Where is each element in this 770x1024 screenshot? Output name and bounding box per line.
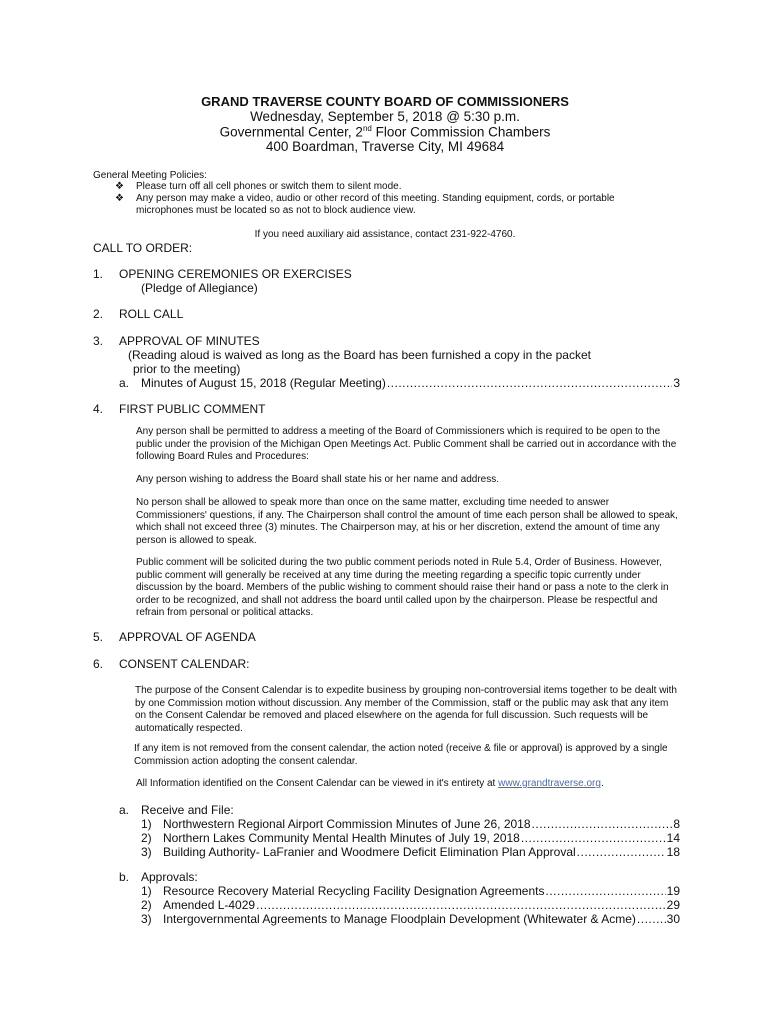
sub-letter: b. xyxy=(119,870,130,884)
call-to-order: CALL TO ORDER: xyxy=(93,241,193,255)
item-number: 1. xyxy=(93,267,104,281)
toc-entry-text: Amended L-4029 xyxy=(163,898,256,912)
sub-letter: a. xyxy=(119,376,130,390)
consent-para-3 xyxy=(136,778,680,791)
public-comment-para-1: Any person shall be permitted to address a meeting of the Board of Commissioners which is required to be open to the public under the provision of the Michigan Open Meetings Act. Public Comment shall be carried out in accordance with the following Board Rules and Procedures: xyxy=(136,426,677,463)
toc-entry-building-authority xyxy=(163,845,680,859)
toc-page-number: 14 xyxy=(666,831,680,845)
toc-entry-text: Northern Lakes Community Mental Health Minutes of July 19, 2018 xyxy=(163,831,520,845)
leader-dots xyxy=(256,898,666,912)
leader-dots xyxy=(532,817,673,831)
toc-page-number: 29 xyxy=(666,898,680,912)
aid-notice: If you need auxiliary aid assistance, contact 231-922-4760. xyxy=(254,229,516,240)
policy-bullet-2: Any person may make a video, audio or other record of this meeting. Standing equipment, cords, or portable xyxy=(136,193,615,204)
consent-para-2: If any item is not removed from the consent calendar, the action noted (receive & file or approval) is approved by a single Commission action adopting the consent calendar. xyxy=(134,743,668,767)
minutes-note-2: prior to the meeting) xyxy=(133,362,241,376)
grandtraverse-link[interactable]: www.grandtraverse.org xyxy=(498,778,601,789)
list-number: 1) xyxy=(141,884,152,898)
toc-entry-airport-minutes xyxy=(163,817,680,831)
toc-entry-text: Resource Recovery Material Recycling Facility Designation Agreements xyxy=(163,884,545,898)
toc-page-number: 19 xyxy=(666,884,680,898)
item-pledge: (Pledge of Allegiance) xyxy=(141,281,258,295)
list-number: 2) xyxy=(141,898,152,912)
leader-dots xyxy=(387,376,673,390)
item-number: 6. xyxy=(93,657,104,671)
location-sup: nd xyxy=(362,124,372,133)
public-comment-para-4: Public comment will be solicited during the two public comment periods noted in Rule 5.4, Order of Business. However, public comment will generally be received at any time during the meeting regarding a specific topic currently under discussion by the board. Members of the public wishing to comment should raise their hand or pass a note to the clerk in order to be recognized, and shall not address the board until called upon by the chairperson. Please be respectful and refrain from personal or political attacks. xyxy=(136,557,669,619)
location-post: Floor Commission Chambers xyxy=(371,124,551,140)
list-number: 1) xyxy=(141,817,152,831)
leader-dots xyxy=(577,845,666,859)
toc-entry-mental-health-minutes xyxy=(163,831,680,845)
meeting-address: 400 Boardman, Traverse City, MI 49684 xyxy=(265,139,505,154)
consent-para-3-text: All Information identified on the Consent Calendar can be viewed in it's entirety at xyxy=(136,778,499,789)
item-number: 5. xyxy=(93,630,104,644)
toc-entry-recycling-agreements xyxy=(163,884,680,898)
list-number: 3) xyxy=(141,845,152,859)
toc-page-number: 30 xyxy=(666,912,680,926)
sub-letter: a. xyxy=(119,803,130,817)
item-approval-agenda: APPROVAL OF AGENDA xyxy=(119,630,256,644)
item-first-public-comment: FIRST PUBLIC COMMENT xyxy=(119,402,266,416)
approvals-heading: Approvals: xyxy=(141,870,198,884)
list-number: 3) xyxy=(141,912,152,926)
leader-dots xyxy=(637,912,666,926)
toc-entry-text: Northwestern Regional Airport Commission Minutes of June 26, 2018 xyxy=(163,817,531,831)
policy-bullet-2-cont: microphones must be located so as not to block audience view. xyxy=(136,205,416,216)
bullet-icon: ❖ xyxy=(115,181,124,192)
toc-page-number: 8 xyxy=(673,817,680,831)
toc-entry-minutes-aug15 xyxy=(141,376,680,390)
leader-dots xyxy=(521,831,666,845)
toc-entry-text: Intergovernmental Agreements to Manage Floodplain Development (Whitewater & Acme) xyxy=(163,912,636,926)
toc-entry-text: Building Authority- LaFranier and Woodmere Deficit Elimination Plan Approval xyxy=(163,845,576,859)
item-consent-calendar: CONSENT CALENDAR: xyxy=(119,657,250,671)
receive-file-heading: Receive and File: xyxy=(141,803,234,817)
consent-para-1: The purpose of the Consent Calendar is to expedite business by grouping non-controversial items together to be dealt with by one Commission motion without discussion. Any member of the Commission, staff or the public may ask that any item on the Consent Calendar be removed and placed elsewhere on the agenda for full discussion. Such requests will be automatically respected. xyxy=(135,685,677,734)
policy-bullet-1: Please turn off all cell phones or switch them to silent mode. xyxy=(136,181,402,192)
consent-para-3-end: . xyxy=(600,778,604,789)
agenda-title: GRAND TRAVERSE COUNTY BOARD OF COMMISSIONERS xyxy=(201,94,569,109)
bullet-icon: ❖ xyxy=(115,193,124,204)
toc-entry-text: Minutes of August 15, 2018 (Regular Meeting) xyxy=(141,376,386,390)
item-number: 3. xyxy=(93,334,104,348)
item-number: 4. xyxy=(93,402,104,416)
policies-heading: General Meeting Policies: xyxy=(93,170,207,181)
toc-page-number: 3 xyxy=(673,376,680,390)
leader-dots xyxy=(546,884,666,898)
public-comment-para-3: No person shall be allowed to speak more than once on the same matter, excluding time needed to answer Commissioners' questions, if any. The Chairperson shall control the amount of time each person shall be allowed to speak, which shall not exceed three (3) minutes. The Chairperson may, at his or her discretion, extend the amount of time any person is allowed to speak. xyxy=(136,497,678,546)
toc-entry-floodplain-agreements xyxy=(163,912,680,926)
toc-page-number: 18 xyxy=(666,845,680,859)
item-approval-minutes: APPROVAL OF MINUTES xyxy=(119,334,260,348)
meeting-date: Wednesday, September 5, 2018 @ 5:30 p.m. xyxy=(250,109,520,124)
list-number: 2) xyxy=(141,831,152,845)
toc-entry-amended-l4029 xyxy=(163,898,680,912)
item-roll-call: ROLL CALL xyxy=(119,307,184,321)
meeting-location xyxy=(0,124,770,140)
item-opening-ceremonies: OPENING CEREMONIES OR EXERCISES xyxy=(119,267,352,281)
public-comment-para-2: Any person wishing to address the Board shall state his or her name and address. xyxy=(136,474,499,485)
minutes-note-1: (Reading aloud is waived as long as the Board has been furnished a copy in the packet xyxy=(128,348,591,362)
item-number: 2. xyxy=(93,307,104,321)
location-pre: Governmental Center, 2 xyxy=(219,124,363,140)
